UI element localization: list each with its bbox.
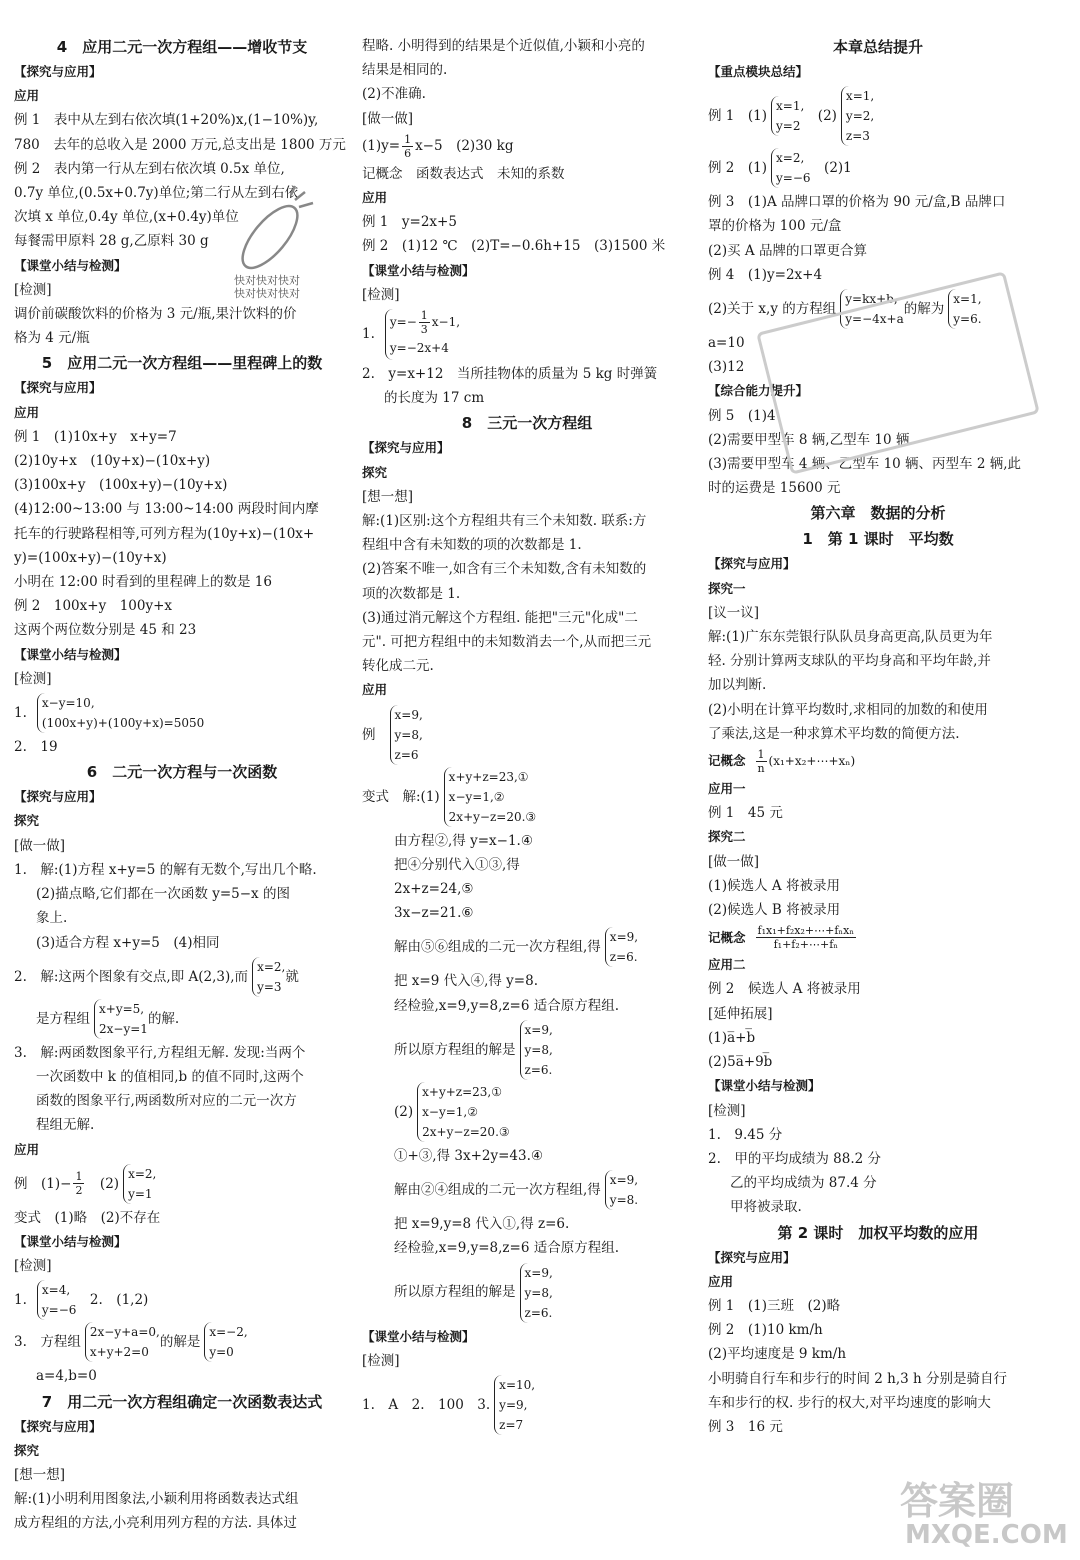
text-fragment: 的解. <box>147 1010 180 1027</box>
bracket-label: [检测] <box>14 1258 52 1275</box>
text-line: (2)描点略,它们都在一次函数 y=5−x 的图 <box>36 886 290 903</box>
equation: z=6 <box>394 747 419 762</box>
equation-system <box>362 705 692 765</box>
text-line: 0.7y 单位,(0.5x+0.7y)单位;第二行从左到右依 <box>14 185 299 202</box>
equation: y=8, <box>524 1042 553 1057</box>
text-fragment: 所以原方程组的解是 <box>394 1284 516 1301</box>
text-line: 例 4 (1)y=2x+4 <box>708 266 823 283</box>
text-fragment: (2)关于 x,y 的方程组 <box>708 300 837 317</box>
text-line: (3)12 <box>708 359 745 376</box>
carrot-watermark-icon <box>225 185 325 275</box>
section-tag: 【课堂小结与检测】 <box>14 1233 127 1249</box>
text-line: 把④分别代入①③,得 <box>394 856 520 873</box>
text-line: 程组无解. <box>36 1117 95 1134</box>
equation: x+y+2=0 <box>89 1345 149 1360</box>
bracket-label: [检测] <box>362 1352 400 1369</box>
item-number: 1. <box>362 326 375 343</box>
brace <box>123 1164 156 1204</box>
brace <box>37 1280 77 1320</box>
section-tag: 【探究与应用】 <box>362 440 450 456</box>
text-line: 2. 解:这两个图象有交点,即 A(2,3),而 <box>14 968 249 985</box>
subheading: 应用 <box>14 1141 40 1157</box>
equation-system <box>14 1164 350 1204</box>
brace <box>385 309 460 360</box>
equation-system <box>14 693 350 733</box>
equation: y=8, <box>394 727 423 742</box>
denominator: f₁+f₂+⋯+fₙ <box>773 938 839 952</box>
equation: y=−6 <box>41 1303 77 1318</box>
subheading: 应用一 <box>708 781 746 797</box>
lesson-title: 1 第 1 课时 平均数 <box>802 530 954 549</box>
text-line: y)=(100x+y)−(10y+x) <box>14 549 167 566</box>
text-line: 车和步行的权. 步行的权大,对平均速度的影响大 <box>708 1394 991 1411</box>
equation: y=6. <box>953 312 982 327</box>
section-tag: 【课堂小结与检测】 <box>14 257 127 273</box>
subheading: 应用 <box>14 88 40 104</box>
equation: y=2, <box>845 109 875 124</box>
text-line: 1. 解:(1)方程 x+y=5 的解有无数个,写出几个略. <box>14 861 317 878</box>
equation: x=9, <box>394 707 423 722</box>
brace <box>252 957 285 997</box>
equation: x+y+z=23,① <box>448 769 529 784</box>
equation: x=2, <box>257 959 286 974</box>
formula-line <box>708 924 1048 951</box>
brace <box>494 1375 535 1435</box>
text-line: 小明在 12:00 时看到的里程碑上的数是 16 <box>14 574 272 591</box>
section-tag: 【探究与应用】 <box>708 1249 796 1265</box>
section-tag: 【课堂小结与检测】 <box>14 646 127 662</box>
text-fragment: x−5 (2)30 kg <box>415 138 514 155</box>
text-fragment: 解由⑤⑥组成的二元一次方程组,得 <box>394 939 601 956</box>
equation-system <box>362 1375 692 1435</box>
brace <box>520 1020 553 1080</box>
text-fragment: (x₁+x₂+⋯+xₙ) <box>768 754 856 769</box>
text-line: 780 去年的总收入是 2000 万元,总支出是 1800 万元 <box>14 136 346 153</box>
equation: x=9, <box>609 1173 639 1188</box>
text-fragment: (2)1 <box>810 160 852 177</box>
section-title: 本章总结提升 <box>832 38 923 56</box>
text-line: 例 2 表内第一行从左到右依次填 0.5x 单位, <box>14 160 285 177</box>
text-line: 时的运费是 15600 元 <box>708 480 841 497</box>
section-tag: 【课堂小结与检测】 <box>362 1328 475 1344</box>
equation-system <box>362 1082 692 1142</box>
text-fragment: 变式 解:(1) <box>362 788 440 805</box>
text-line: 托车的行驶路程相等,可列方程为(10y+x)−(10x+ <box>14 525 315 542</box>
text-line: 轻. 分别计算两支球队的平均身高和平均年龄,并 <box>708 653 991 670</box>
equation: 2x−y+a=0, <box>89 1325 160 1340</box>
text-line: 罩的价格为 100 元/盒 <box>708 218 842 235</box>
text-line: 象上. <box>36 910 68 927</box>
bracket-label: [做一做] <box>14 837 66 854</box>
text-fragment: 例 (1)− <box>14 1175 72 1192</box>
item-number: 1. <box>14 1292 27 1309</box>
text-line: 例 2 (1)10 km/h <box>708 1322 823 1339</box>
text-line: 成方程组的方法,小亮利用列方程的方法. 具体过 <box>14 1515 297 1532</box>
text-fragment: 1. A 2. 100 3. <box>362 1396 491 1413</box>
chapter-title: 第六章 数据的分析 <box>810 504 946 523</box>
equation: z=7 <box>499 1417 524 1432</box>
text-fragment: 例 2 (1) <box>708 160 768 177</box>
brace <box>605 927 638 967</box>
equation-system <box>362 927 692 967</box>
text-line: 加以判断. <box>708 677 767 694</box>
text-line: 例 3 (1)A 品牌口罩的价格为 90 元/盒,B 品牌口 <box>708 194 1006 211</box>
bracket-label: [做一做] <box>708 853 760 870</box>
text-fragment: 就 <box>285 968 299 985</box>
text-line: a=10 <box>708 335 745 352</box>
text-line: 的长度为 17 cm <box>384 390 485 407</box>
text-line: 一次函数中 k 的值相同,b 的值不同时,这两个 <box>36 1068 304 1085</box>
equation: x=4, <box>41 1283 71 1298</box>
text-line: 项的次数都是 1. <box>362 585 461 602</box>
text-line: 3. 解:两函数图象平行,方程组无解. 发现:当两个 <box>14 1044 306 1061</box>
equation: y=−6 <box>776 171 811 186</box>
equation-system <box>362 1020 692 1080</box>
section-title: 8 三元一次方程组 <box>461 414 593 433</box>
equation: x=−2, <box>209 1325 248 1340</box>
equation: y=8. <box>609 1193 639 1208</box>
subheading: 探究一 <box>708 580 746 596</box>
text-fragment: 2. (1,2) <box>76 1292 149 1309</box>
section-tag: 【探究与应用】 <box>14 380 102 396</box>
equation: y=8, <box>524 1285 553 1300</box>
text-line: (3)需要甲型车 4 辆、乙型车 10 辆、丙型车 2 辆,此 <box>708 456 1022 473</box>
watermark-line: 快对快对快对 <box>234 274 300 287</box>
section-tag: 【探究与应用】 <box>708 556 796 572</box>
numerator: 1 <box>404 132 412 146</box>
equation: x=1, <box>953 292 982 307</box>
equation: x+y=5, <box>99 1001 145 1016</box>
section-tag: 【课堂小结与检测】 <box>362 262 475 278</box>
bracket-label: [延伸拓展] <box>708 1005 773 1022</box>
section-tag: 【探究与应用】 <box>14 1418 102 1434</box>
equation: y=1 <box>128 1186 153 1201</box>
text-line: 程组中含有未知数的项的次数都是 1. <box>362 537 582 554</box>
text-line: (2)5a̅+9b̅ <box>708 1054 773 1071</box>
denominator: 2 <box>75 1184 83 1198</box>
numerator: 1 <box>420 309 428 323</box>
text-fragment: (2) <box>86 1175 120 1192</box>
text-fragment: 所以原方程组的解是 <box>394 1041 516 1058</box>
bracket-label: [做一做] <box>362 110 414 127</box>
brace <box>204 1322 247 1362</box>
text-fragment: (2) <box>804 108 837 125</box>
section-tag: 【探究与应用】 <box>14 789 102 805</box>
denominator: 6 <box>404 146 412 160</box>
equation: 2x−y=1 <box>99 1021 148 1036</box>
brace <box>771 148 811 188</box>
text-line: 乙的平均成绩为 87.4 分 <box>730 1175 877 1192</box>
text-line: 解:(1)广东东莞银行队队员身高更高,队员更为年 <box>708 629 993 646</box>
text-fragment: (1)y= <box>362 138 401 155</box>
text-line: (2)平均速度是 9 km/h <box>708 1346 847 1363</box>
equation: x−y=1,② <box>422 1104 478 1119</box>
equation <box>390 309 460 336</box>
equation: (100x+y)+(100y+x)=5050 <box>41 716 205 731</box>
fraction <box>419 309 430 336</box>
text-fragment: 是方程组 <box>36 1010 90 1027</box>
text-line: 格为 4 元/瓶 <box>14 330 90 347</box>
equation: y=−2x+4 <box>389 341 449 356</box>
equation-system <box>362 767 692 827</box>
text-line: 解:(1)区别:这个方程组共有三个未知数. 联系:方 <box>362 513 647 530</box>
text-line: (1)a̅+b̅ <box>708 1029 756 1046</box>
equation: x=10, <box>499 1377 536 1392</box>
equation: x−y=10, <box>41 696 95 711</box>
equation: x=9, <box>609 930 639 945</box>
equation: 2x+y−z=20.③ <box>422 1124 510 1139</box>
text-line: 每餐需甲原料 28 g,乙原料 30 g <box>14 233 209 250</box>
text-line: (3)100x+y (100x+y)−(10y+x) <box>14 477 228 494</box>
section-tag: 【重点模块总结】 <box>708 64 809 79</box>
equation: x=1, <box>845 89 875 104</box>
text-line: 经检验,x=9,y=8,z=6 适合原方程组. <box>394 1240 620 1257</box>
equation-system <box>708 86 1048 146</box>
text-line: 1. 9.45 分 <box>708 1126 783 1143</box>
brace <box>444 767 537 827</box>
equation: x=2, <box>776 151 805 166</box>
subheading: 探究二 <box>708 829 746 845</box>
text-line: 2. 19 <box>14 739 58 756</box>
text-line: (4)12:00~13:00 与 13:00~14:00 两段时间内摩 <box>14 501 319 518</box>
fraction <box>402 133 413 160</box>
text-line: 2. y=x+12 当所挂物体的质量为 5 kg 时弹簧 <box>362 366 658 383</box>
equation-system <box>362 1263 692 1323</box>
text-line: 例 1 表中从左到右依次填(1+20%)x,(1−10%)y, <box>14 112 319 129</box>
equation: x=2, <box>128 1166 157 1181</box>
subheading: 探究 <box>14 813 40 829</box>
brace <box>520 1263 553 1323</box>
section-title: 7 用二元一次方程组确定一次函数表达式 <box>41 1392 323 1411</box>
text-line: (2)答案不唯一,如含有三个未知数,含有未知数的 <box>362 561 647 578</box>
formula-line <box>708 748 1048 775</box>
text-fragment: 的解是 <box>159 1334 201 1351</box>
text-line: 元". 可把方程组中的未知数消去一个,从而把三元 <box>362 634 652 651</box>
text-line: (2)买 A 品牌的口罩更合算 <box>708 242 867 259</box>
text-line: 把 x=9,y=8 代入①,得 z=6. <box>394 1216 570 1233</box>
brand-watermark: 答案圈 <box>900 1479 1015 1523</box>
text-line: 2. 甲的平均成绩为 88.2 分 <box>708 1150 882 1167</box>
column-2 <box>362 34 692 1437</box>
subheading: 应用二 <box>708 957 746 973</box>
equation-system <box>14 1322 350 1362</box>
text-line: 次填 x 单位,0.4y 单位,(x+0.4y)单位 <box>14 209 239 226</box>
text-line: (3)适合方程 x+y=5 (4)相同 <box>36 934 220 951</box>
text-line: 转化成二元. <box>362 658 434 675</box>
subheading: 应用 <box>362 190 388 206</box>
text-line: (2)不准确. <box>362 86 426 103</box>
text-line: (2)需要甲型车 8 辆,乙型车 10 辆 <box>708 431 910 448</box>
brace <box>94 999 148 1039</box>
text-line: 例 2 (1)12 ℃ (2)T=−0.6h+15 (3)1500 米 <box>362 238 666 255</box>
text-line: (2)小明在计算平均数时,求相同的加数的和使用 <box>708 701 988 718</box>
equation: x+y+z=23,① <box>422 1084 502 1099</box>
text-line: 甲将被录取. <box>730 1199 802 1216</box>
equation: x−y=1,② <box>448 789 505 804</box>
brace <box>771 96 804 136</box>
text-line: 3x−z=21.⑥ <box>394 905 474 922</box>
text-line: 由方程②,得 y=x−1.④ <box>394 832 533 849</box>
text-line: 函数的图象平行,两函数所对应的二元一次方 <box>36 1093 297 1110</box>
equation: y=3 <box>257 979 282 994</box>
bracket-label: [检测] <box>14 281 52 298</box>
text-line: 例 1 (1)三班 (2)略 <box>708 1297 841 1314</box>
equation: z=3 <box>845 129 870 144</box>
concept-label: 记概念 <box>708 929 746 945</box>
text-fragment: 解由②④组成的二元一次方程组,得 <box>394 1181 601 1198</box>
brace <box>605 1170 638 1210</box>
text-line: 调价前碳酸饮料的价格为 3 元/瓶,果汁饮料的价 <box>14 306 297 323</box>
numerator: 1 <box>757 748 765 762</box>
denominator: n <box>757 762 765 776</box>
text-line: (3)通过消元解这个方程组. 能把"三元"化成"二 <box>362 609 638 626</box>
equation: y=0 <box>209 1345 234 1360</box>
subheading: 应用 <box>14 404 40 420</box>
section-tag: 【综合能力提升】 <box>708 383 809 399</box>
text-fragment: x−1, <box>431 315 461 330</box>
brace <box>417 1082 510 1142</box>
text-line: 解:(1)小明利用图象法,小颖利用将函数表达式组 <box>14 1491 299 1508</box>
text-line: 程略. 小明得到的结果是个近似值,小颖和小亮的 <box>362 38 645 54</box>
text-line: 2x+z=24,⑤ <box>394 881 474 898</box>
fraction <box>73 1170 84 1197</box>
subheading: 探究 <box>14 1442 40 1458</box>
column-3 <box>708 34 1048 1439</box>
equation: y=kx+b, <box>845 292 898 307</box>
text-line: 例 1 (1)10x+y x+y=7 <box>14 428 177 445</box>
text-fragment: (2) <box>394 1103 414 1120</box>
section-title: 4 应用二元一次方程组——增收节支 <box>56 38 308 56</box>
bracket-label: [想一想] <box>362 488 414 505</box>
watermark-line: 快对快对快对 <box>234 287 300 300</box>
formula-line <box>362 133 692 160</box>
item-number: 1. <box>14 704 27 721</box>
text-line: 例 3 16 元 <box>708 1418 783 1435</box>
site-watermark: MXQE.COM <box>905 1520 1068 1550</box>
text-line: (1)候选人 A 将被录用 <box>708 877 840 894</box>
text-line: ①+③,得 3x+2y=43.④ <box>394 1147 544 1164</box>
section-title: 5 应用二元一次方程组——里程碑上的数 <box>41 354 323 373</box>
denominator: 3 <box>420 323 428 337</box>
fraction <box>756 748 767 775</box>
equation-system <box>708 148 1048 188</box>
text-fragment: 例 1 (1) <box>708 108 768 125</box>
text-line: 这两个两位数分别是 45 和 23 <box>14 622 197 639</box>
numerator: f₁x₁+f₂x₂+⋯+fₙxₙ <box>757 924 855 938</box>
brace <box>390 705 423 765</box>
equation: x=9, <box>524 1265 553 1280</box>
text-line: (2)10y+x (10y+x)−(10x+y) <box>14 453 211 470</box>
equation-system <box>362 309 692 360</box>
equation: x=9, <box>524 1022 553 1037</box>
bracket-label: [检测] <box>708 1102 746 1119</box>
text-fragment: 的解为 <box>903 300 945 317</box>
bracket-label: [检测] <box>14 670 52 687</box>
equation-system <box>14 999 350 1039</box>
text-line: 经检验,x=9,y=8,z=6 适合原方程组. <box>394 997 620 1014</box>
text-fragment: y=− <box>389 315 417 330</box>
subheading: 应用 <box>362 682 388 698</box>
section-tag: 【探究与应用】 <box>14 64 102 79</box>
bracket-label: [检测] <box>362 286 400 303</box>
section-tag: 【课堂小结与检测】 <box>708 1078 821 1094</box>
text-line: (2)候选人 B 将被录用 <box>708 902 841 919</box>
subheading: 探究 <box>362 464 388 480</box>
equation: z=6. <box>524 1062 553 1077</box>
text-line: 例 2 候选人 A 将被录用 <box>708 981 861 998</box>
brace <box>37 693 204 733</box>
text-fragment: 3. 方程组 <box>14 1334 81 1351</box>
equation: x=1, <box>776 99 805 114</box>
brace <box>85 1322 160 1362</box>
text-fragment: 例 <box>362 726 376 743</box>
text-line: 把 x=9 代入④,得 y=8. <box>394 973 538 990</box>
concept-label: 记概念 <box>708 753 746 769</box>
lesson-title: 第 2 课时 加权平均数的应用 <box>777 1223 979 1242</box>
equation: y=2 <box>776 119 801 134</box>
brace <box>841 86 874 146</box>
text-line: 结果是相同的. <box>362 62 448 79</box>
watermark-text <box>234 274 300 300</box>
equation-system <box>14 1280 350 1320</box>
equation-system <box>14 957 350 997</box>
subheading: 应用 <box>708 1273 734 1289</box>
equation: y=−4x+a <box>845 312 904 327</box>
text-line: 例 5 (1)4 <box>708 407 776 424</box>
text-line: 例 1 45 元 <box>708 805 783 822</box>
numerator: 1 <box>75 1170 83 1184</box>
equation: z=6. <box>609 950 638 965</box>
equation: 2x+y−z=20.③ <box>448 809 537 824</box>
text-line: 了乘法,这是一种求算术平均数的简便方法. <box>708 725 960 742</box>
bracket-label: [议一议] <box>708 604 760 621</box>
section-title: 6 二元一次方程与一次函数 <box>86 763 278 782</box>
text-line: 记概念 函数表达式 未知的系数 <box>362 165 565 182</box>
equation-system <box>362 1170 692 1210</box>
text-line: 例 1 y=2x+5 <box>362 214 457 231</box>
text-line: 小明骑自行车和步行的时间 2 h,3 h 分别是骑自行 <box>708 1370 1008 1387</box>
text-line: a=4,b=0 <box>36 1368 97 1385</box>
text-line: 变式 (1)略 (2)不存在 <box>14 1209 161 1226</box>
fraction <box>756 924 857 951</box>
bracket-label: [想一想] <box>14 1466 66 1483</box>
text-line: 例 2 100x+y 100y+x <box>14 598 173 615</box>
equation: z=6. <box>524 1305 553 1320</box>
equation: y=9, <box>499 1397 528 1412</box>
